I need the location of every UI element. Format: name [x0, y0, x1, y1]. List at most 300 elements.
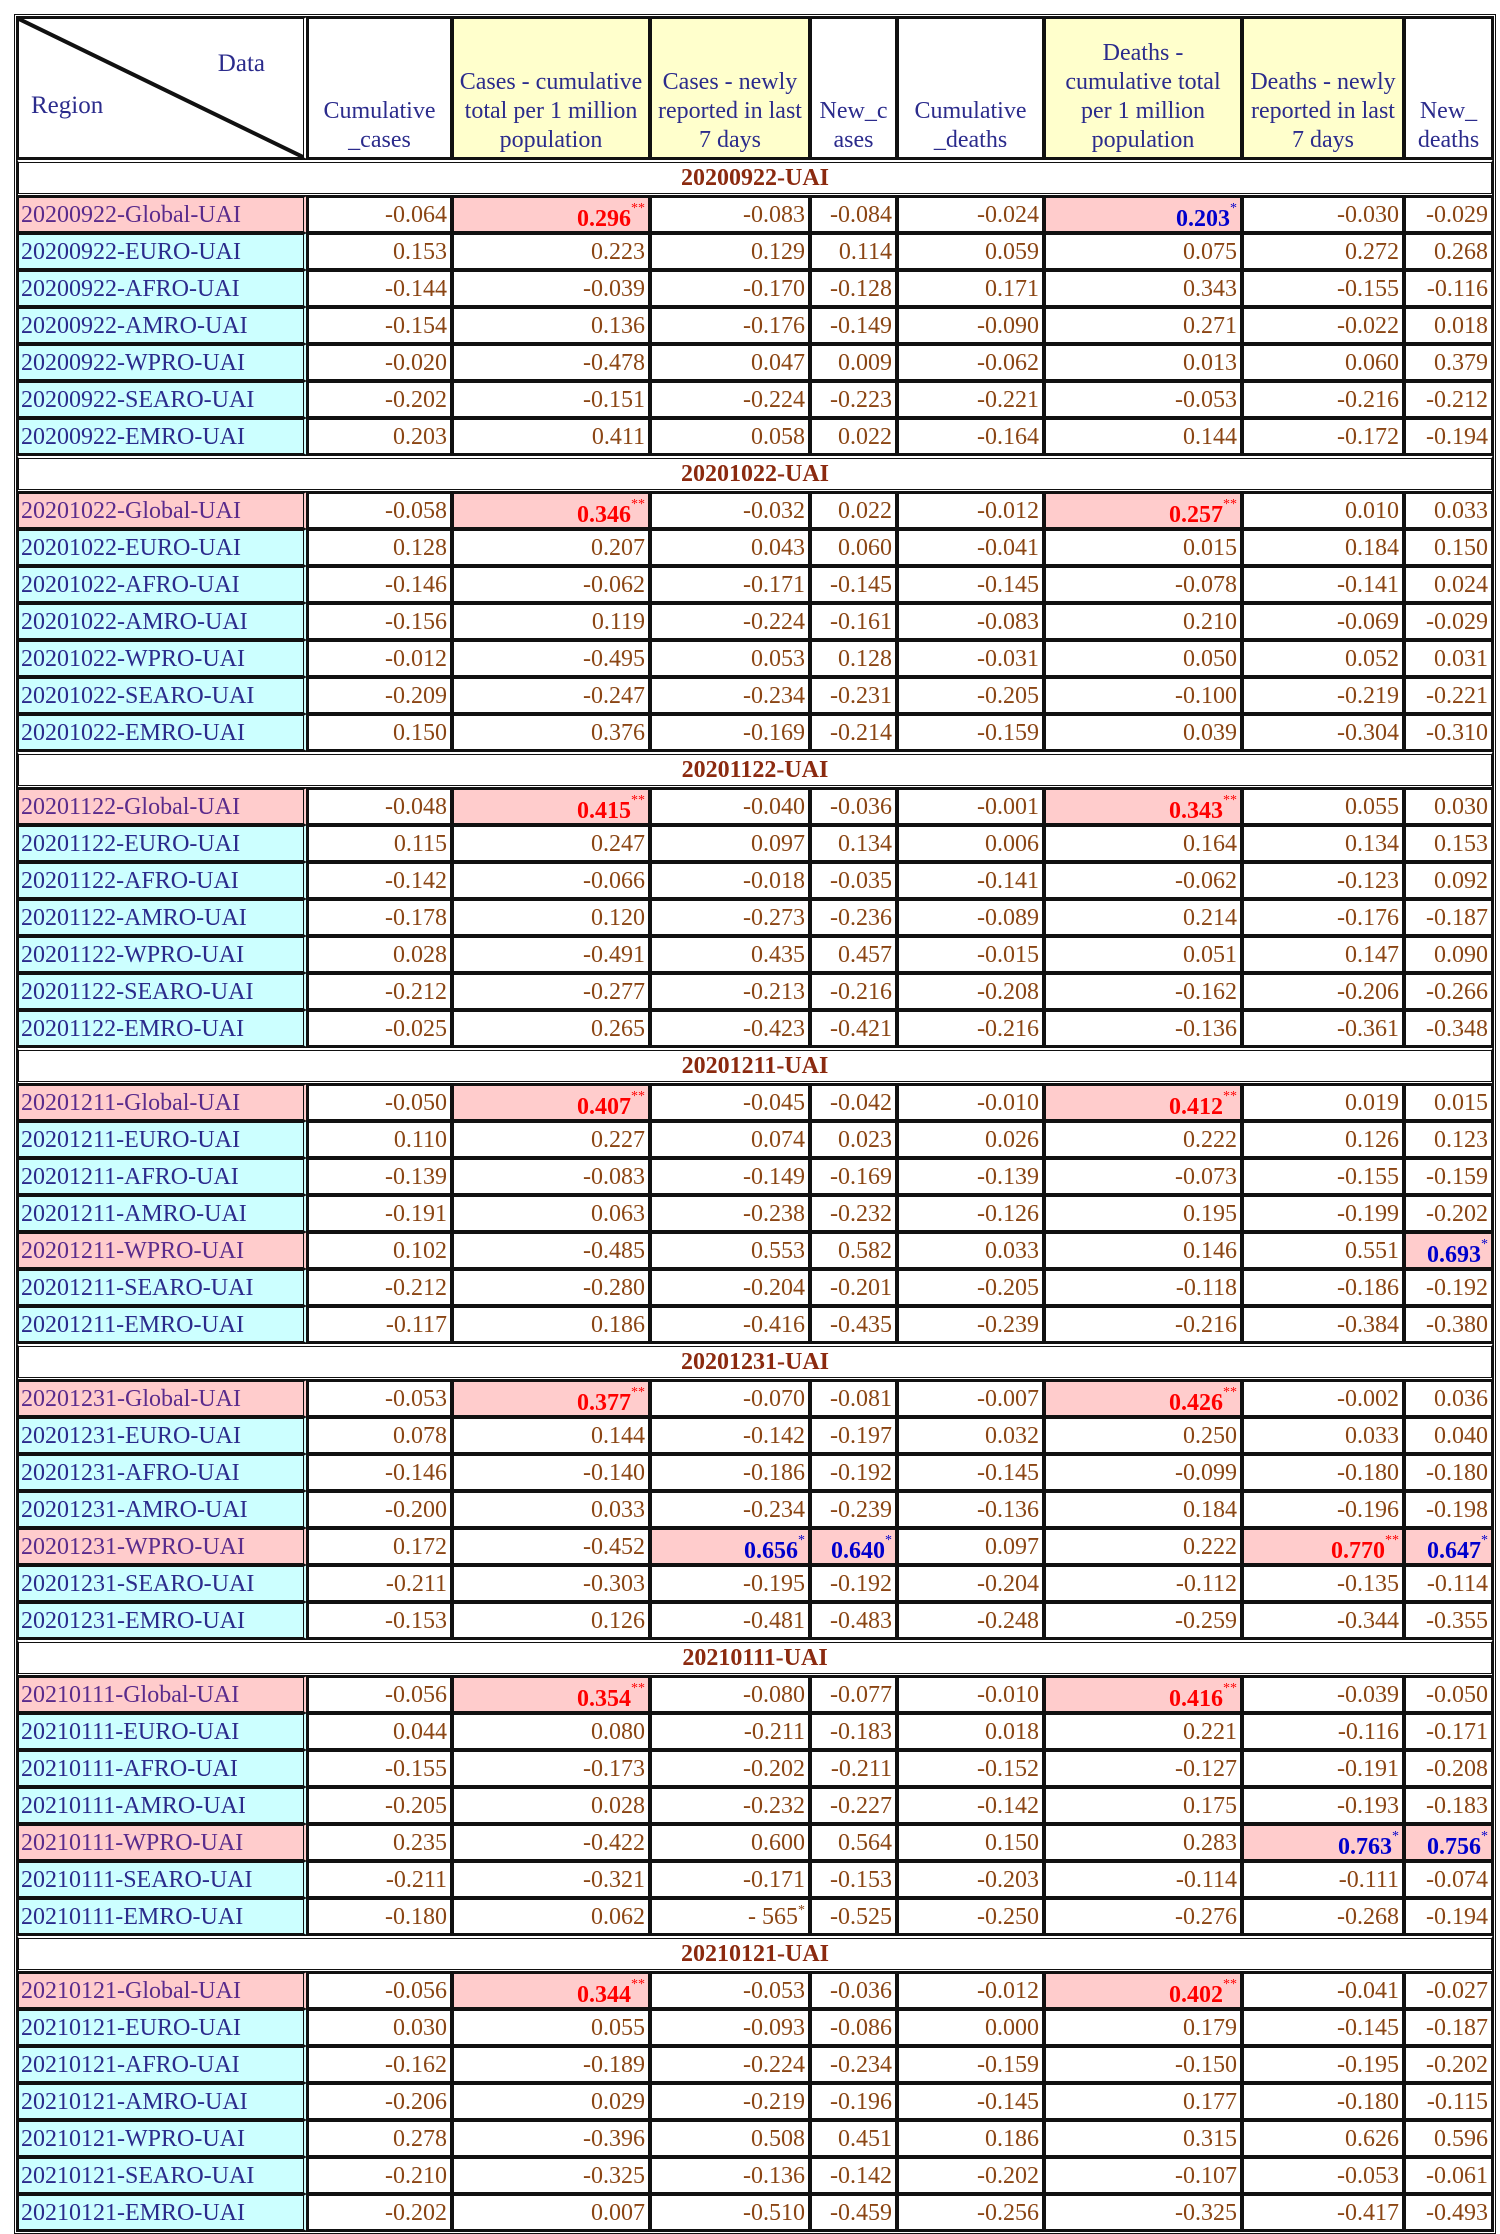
value-text: -0.384 — [1337, 1311, 1399, 1338]
value-text: -0.202 — [385, 386, 447, 413]
value-cell — [1044, 1713, 1242, 1750]
value-cell — [1242, 1380, 1404, 1417]
value-text: -0.151 — [583, 386, 645, 413]
value-cell — [452, 936, 650, 973]
value-cell — [307, 307, 452, 344]
section-header-row — [17, 455, 1493, 492]
region-cell: 20210111-AMRO-UAI — [17, 1787, 307, 1824]
value-cell — [650, 1898, 810, 1935]
value-text: 0.283 — [1183, 1829, 1237, 1856]
value-text: 0.770 — [1331, 1537, 1385, 1564]
value-text: -0.204 — [743, 1274, 805, 1301]
value-cell — [810, 862, 897, 899]
value-text: 0.018 — [985, 1718, 1039, 1745]
value-text: -0.192 — [830, 1459, 892, 1486]
value-cell — [650, 566, 810, 603]
value-text: -0.112 — [1175, 1570, 1237, 1597]
value-cell — [810, 825, 897, 862]
value-text: 0.015 — [1183, 534, 1237, 561]
value-text: -0.146 — [385, 1459, 447, 1486]
value-text: -0.180 — [1337, 1459, 1399, 1486]
value-text: -0.040 — [743, 793, 805, 820]
significance-marker: ** — [1223, 1088, 1237, 1104]
region-cell: 20201231-EMRO-UAI — [17, 1602, 307, 1639]
value-text: 0.451 — [838, 2125, 892, 2152]
value-cell — [307, 2046, 452, 2083]
value-cell — [1044, 1602, 1242, 1639]
value-text: - 565 — [748, 1903, 798, 1930]
value-text: 0.028 — [591, 1792, 645, 1819]
value-text: -0.361 — [1337, 1015, 1399, 1042]
value-cell — [1044, 270, 1242, 307]
value-cell — [307, 862, 452, 899]
value-text: -0.002 — [1337, 1385, 1399, 1412]
significance-marker: * — [1481, 1532, 1488, 1548]
value-cell — [1404, 196, 1493, 233]
value-text: 0.144 — [1183, 423, 1237, 450]
table-row — [17, 1491, 1493, 1528]
value-cell — [1044, 2083, 1242, 2120]
value-text: 0.172 — [393, 1533, 447, 1560]
value-text: -0.348 — [1426, 1015, 1488, 1042]
value-cell — [1044, 1491, 1242, 1528]
value-text: -0.139 — [385, 1163, 447, 1190]
region-cell: 20210121-WPRO-UAI — [17, 2120, 307, 2157]
value-text: -0.176 — [743, 312, 805, 339]
value-cell — [897, 1269, 1044, 1306]
table-row — [17, 492, 1493, 529]
value-cell — [897, 973, 1044, 1010]
value-cell — [1242, 1972, 1404, 2009]
value-text: -0.150 — [1175, 2051, 1237, 2078]
value-text: -0.139 — [977, 1163, 1039, 1190]
table-row — [17, 677, 1493, 714]
region-cell: 20210121-SEARO-UAI — [17, 2157, 307, 2194]
table-row — [17, 233, 1493, 270]
value-text: -0.211 — [385, 1570, 447, 1597]
value-cell — [1044, 529, 1242, 566]
value-text: -0.196 — [830, 2088, 892, 2115]
value-text: -0.183 — [830, 1718, 892, 1745]
value-text: -0.171 — [1426, 1718, 1488, 1745]
value-cell — [452, 1676, 650, 1713]
value-cell — [650, 714, 810, 751]
value-cell — [452, 1713, 650, 1750]
value-cell — [810, 788, 897, 825]
value-text: 0.377 — [577, 1389, 631, 1416]
value-text: -0.159 — [977, 2051, 1039, 2078]
section-header-row — [17, 1343, 1493, 1380]
value-text: -0.115 — [1426, 2088, 1488, 2115]
value-text: -0.491 — [583, 941, 645, 968]
value-cell — [1242, 1232, 1404, 1269]
significance-marker: ** — [1223, 1384, 1237, 1400]
significance-marker: ** — [1223, 792, 1237, 808]
corner-data-label: Data — [217, 50, 265, 77]
value-text: -0.012 — [385, 645, 447, 672]
value-text: -0.024 — [977, 201, 1039, 228]
value-cell — [1404, 1121, 1493, 1158]
value-text: 0.031 — [1434, 645, 1488, 672]
value-cell — [897, 1195, 1044, 1232]
table-row — [17, 1676, 1493, 1713]
value-cell — [810, 2009, 897, 2046]
value-cell — [452, 1602, 650, 1639]
value-text: -0.495 — [583, 645, 645, 672]
value-text: -0.116 — [1337, 1718, 1399, 1745]
table-row — [17, 936, 1493, 973]
table-row — [17, 1417, 1493, 1454]
value-cell — [1044, 603, 1242, 640]
column-header-cases-per-million: Cases - cumulative total per 1 million population — [452, 17, 650, 159]
region-cell: 20210111-EURO-UAI — [17, 1713, 307, 1750]
value-text: -0.176 — [1337, 904, 1399, 931]
value-text: 0.596 — [1434, 2125, 1488, 2152]
significance-marker: * — [798, 1902, 805, 1918]
region-cell: 20210121-AMRO-UAI — [17, 2083, 307, 2120]
value-text: -0.146 — [385, 571, 447, 598]
value-cell — [1404, 1824, 1493, 1861]
region-cell: 20201211-WPRO-UAI — [17, 1232, 307, 1269]
value-cell — [897, 1417, 1044, 1454]
value-cell — [307, 2083, 452, 2120]
value-cell — [1044, 307, 1242, 344]
value-text: 0.582 — [838, 1237, 892, 1264]
value-text: 0.626 — [1345, 2125, 1399, 2152]
significance-marker: ** — [631, 496, 645, 512]
column-header-deaths-per-million: Deaths - cumulative total per 1 million population — [1044, 17, 1242, 159]
table-row — [17, 788, 1493, 825]
value-text: -0.355 — [1426, 1607, 1488, 1634]
significance-marker: ** — [1223, 496, 1237, 512]
value-text: -0.224 — [743, 608, 805, 635]
value-cell — [1242, 1676, 1404, 1713]
value-cell — [1242, 1306, 1404, 1343]
value-text: 0.457 — [838, 941, 892, 968]
value-cell — [1242, 418, 1404, 455]
value-text: 0.354 — [577, 1685, 631, 1712]
value-text: -0.221 — [1426, 682, 1488, 709]
value-text: -0.216 — [1337, 386, 1399, 413]
section-header-row — [17, 751, 1493, 788]
value-cell — [1404, 1750, 1493, 1787]
value-cell — [650, 2046, 810, 2083]
value-cell — [897, 1972, 1044, 2009]
value-cell — [1404, 1380, 1493, 1417]
value-cell — [810, 1750, 897, 1787]
region-cell: 20200922-AFRO-UAI — [17, 270, 307, 307]
value-text: -0.145 — [1337, 2014, 1399, 2041]
value-cell — [452, 1269, 650, 1306]
value-text: 0.227 — [591, 1126, 645, 1153]
value-text: 0.756 — [1427, 1833, 1481, 1860]
value-cell — [810, 344, 897, 381]
value-text: 0.247 — [591, 830, 645, 857]
significance-marker: * — [798, 1532, 805, 1548]
value-cell — [307, 344, 452, 381]
table-row — [17, 307, 1493, 344]
value-cell — [897, 1565, 1044, 1602]
region-cell: 20201022-Global-UAI — [17, 492, 307, 529]
value-text: 0.343 — [1183, 275, 1237, 302]
value-text: -0.303 — [583, 1570, 645, 1597]
value-text: -0.061 — [1426, 2162, 1488, 2189]
region-cell: 20210121-AFRO-UAI — [17, 2046, 307, 2083]
value-cell — [897, 1380, 1044, 1417]
value-text: -0.169 — [830, 1163, 892, 1190]
section-title: 20201122-UAI — [17, 751, 1493, 788]
value-text: -0.186 — [743, 1459, 805, 1486]
value-cell — [452, 1528, 650, 1565]
value-cell — [1044, 2120, 1242, 2157]
value-cell — [897, 270, 1044, 307]
value-cell — [810, 899, 897, 936]
section-header-row — [17, 1639, 1493, 1676]
value-text: -0.280 — [583, 1274, 645, 1301]
value-cell — [1404, 2083, 1493, 2120]
value-text: -0.325 — [1175, 2199, 1237, 2226]
value-text: 0.203 — [1176, 205, 1230, 232]
value-text: 0.186 — [591, 1311, 645, 1338]
value-cell — [307, 2120, 452, 2157]
value-text: -0.155 — [1337, 275, 1399, 302]
value-text: 0.123 — [1434, 1126, 1488, 1153]
value-cell — [810, 1195, 897, 1232]
value-cell — [1044, 1454, 1242, 1491]
value-cell — [1044, 1380, 1242, 1417]
value-text: 0.416 — [1169, 1685, 1223, 1712]
value-cell — [452, 1454, 650, 1491]
value-text: 0.186 — [985, 2125, 1039, 2152]
value-text: -0.169 — [743, 719, 805, 746]
region-cell: 20201231-EURO-UAI — [17, 1417, 307, 1454]
value-text: -0.029 — [1426, 201, 1488, 228]
value-cell — [452, 196, 650, 233]
value-text: -0.227 — [830, 1792, 892, 1819]
value-cell — [650, 825, 810, 862]
value-cell — [1044, 1010, 1242, 1047]
table-row — [17, 2083, 1493, 2120]
value-cell — [897, 788, 1044, 825]
table-row — [17, 344, 1493, 381]
value-cell — [897, 2009, 1044, 2046]
value-cell — [1242, 1565, 1404, 1602]
value-text: 0.052 — [1345, 645, 1399, 672]
corner-header-cell — [17, 17, 307, 159]
value-cell — [810, 381, 897, 418]
value-cell — [452, 1417, 650, 1454]
value-text: 0.640 — [831, 1537, 885, 1564]
region-cell: 20200922-AMRO-UAI — [17, 307, 307, 344]
value-cell — [897, 492, 1044, 529]
value-text: 0.600 — [751, 1829, 805, 1856]
value-text: -0.029 — [1426, 608, 1488, 635]
value-text: 0.150 — [393, 719, 447, 746]
value-cell — [650, 344, 810, 381]
value-text: -0.276 — [1175, 1903, 1237, 1930]
section-title: 20201231-UAI — [17, 1343, 1493, 1380]
value-text: -0.153 — [830, 1866, 892, 1893]
value-cell — [1404, 492, 1493, 529]
value-text: 0.128 — [838, 645, 892, 672]
value-text: -0.062 — [1175, 867, 1237, 894]
value-cell — [1404, 936, 1493, 973]
value-text: -0.481 — [743, 1607, 805, 1634]
value-text: -0.022 — [1337, 312, 1399, 339]
value-text: -0.187 — [1426, 904, 1488, 931]
value-text: 0.146 — [1183, 1237, 1237, 1264]
value-text: -0.170 — [743, 275, 805, 302]
value-cell — [307, 1195, 452, 1232]
value-cell — [452, 2120, 650, 2157]
region-cell: 20210111-AFRO-UAI — [17, 1750, 307, 1787]
region-cell: 20210111-EMRO-UAI — [17, 1898, 307, 1935]
value-cell — [650, 862, 810, 899]
value-text: 0.278 — [393, 2125, 447, 2152]
value-cell — [810, 1010, 897, 1047]
region-cell: 20201211-AMRO-UAI — [17, 1195, 307, 1232]
value-cell — [650, 2009, 810, 2046]
value-text: 0.044 — [393, 1718, 447, 1745]
section-title: 20201211-UAI — [17, 1047, 1493, 1084]
value-text: 0.043 — [751, 534, 805, 561]
significance-marker: ** — [631, 1088, 645, 1104]
value-cell — [1404, 1713, 1493, 1750]
value-cell — [452, 1010, 650, 1047]
value-cell — [650, 196, 810, 233]
value-cell — [897, 1454, 1044, 1491]
value-text: -0.070 — [743, 1385, 805, 1412]
table-row — [17, 2046, 1493, 2083]
value-cell — [307, 1269, 452, 1306]
value-cell — [1242, 1158, 1404, 1195]
value-text: 0.114 — [838, 238, 892, 265]
value-text: 0.102 — [393, 1237, 447, 1264]
value-cell — [810, 2083, 897, 2120]
value-cell — [1404, 899, 1493, 936]
value-text: 0.032 — [985, 1422, 1039, 1449]
value-cell — [452, 1750, 650, 1787]
value-cell — [650, 640, 810, 677]
value-cell — [307, 1750, 452, 1787]
value-text: -0.154 — [385, 312, 447, 339]
value-text: -0.039 — [1337, 1681, 1399, 1708]
value-cell — [897, 1861, 1044, 1898]
value-text: -0.171 — [743, 1866, 805, 1893]
value-cell — [1242, 1528, 1404, 1565]
value-text: -0.069 — [1337, 608, 1399, 635]
significance-marker: ** — [631, 1384, 645, 1400]
value-text: -0.210 — [385, 2162, 447, 2189]
value-text: -0.081 — [830, 1385, 892, 1412]
value-cell — [1044, 344, 1242, 381]
value-text: -0.483 — [830, 1607, 892, 1634]
value-text: -0.018 — [743, 867, 805, 894]
value-cell — [307, 1602, 452, 1639]
value-text: 0.553 — [751, 1237, 805, 1264]
value-cell — [650, 233, 810, 270]
value-text: 0.150 — [985, 1829, 1039, 1856]
significance-marker: * — [1392, 1828, 1399, 1844]
value-text: 0.074 — [751, 1126, 805, 1153]
value-cell — [1242, 2083, 1404, 2120]
value-cell — [452, 1380, 650, 1417]
value-text: -0.136 — [977, 1496, 1039, 1523]
value-cell — [650, 418, 810, 455]
value-cell — [1404, 2046, 1493, 2083]
value-cell — [650, 1010, 810, 1047]
value-text: -0.192 — [1426, 1274, 1488, 1301]
value-text: -0.204 — [977, 1570, 1039, 1597]
value-text: -0.416 — [743, 1311, 805, 1338]
value-text: 0.129 — [751, 238, 805, 265]
value-cell — [1044, 196, 1242, 233]
value-text: 0.402 — [1169, 1981, 1223, 2008]
value-cell — [307, 1972, 452, 2009]
value-text: -0.232 — [743, 1792, 805, 1819]
value-text: -0.083 — [743, 201, 805, 228]
value-text: -0.396 — [583, 2125, 645, 2152]
value-cell — [1044, 492, 1242, 529]
significance-marker: * — [1481, 1236, 1488, 1252]
value-cell — [810, 2120, 897, 2157]
table-row — [17, 566, 1493, 603]
value-text: 0.344 — [577, 1981, 631, 2008]
value-text: -0.304 — [1337, 719, 1399, 746]
region-cell: 20201022-WPRO-UAI — [17, 640, 307, 677]
value-cell — [452, 1232, 650, 1269]
value-text: -0.435 — [830, 1311, 892, 1338]
value-text: -0.053 — [743, 1977, 805, 2004]
value-cell — [650, 1232, 810, 1269]
table-row — [17, 1713, 1493, 1750]
value-cell — [1242, 1084, 1404, 1121]
value-text: 0.055 — [591, 2014, 645, 2041]
value-text: -0.250 — [977, 1903, 1039, 1930]
value-cell — [1044, 1232, 1242, 1269]
value-cell — [897, 344, 1044, 381]
value-cell — [1242, 1787, 1404, 1824]
value-cell — [650, 1824, 810, 1861]
value-cell — [650, 603, 810, 640]
value-text: -0.196 — [1337, 1496, 1399, 1523]
value-cell — [1404, 1491, 1493, 1528]
value-text: 0.147 — [1345, 941, 1399, 968]
value-cell — [897, 1232, 1044, 1269]
value-text: -0.064 — [385, 201, 447, 228]
table-row — [17, 2157, 1493, 2194]
value-text: -0.199 — [1337, 1200, 1399, 1227]
value-text: -0.149 — [830, 312, 892, 339]
value-text: -0.140 — [583, 1459, 645, 1486]
value-text: 0.013 — [1183, 349, 1237, 376]
region-cell: 20201231-Global-UAI — [17, 1380, 307, 1417]
value-cell — [1404, 1676, 1493, 1713]
value-text: -0.058 — [385, 497, 447, 524]
region-cell: 20210121-EURO-UAI — [17, 2009, 307, 2046]
value-cell — [1242, 1417, 1404, 1454]
value-text: -0.142 — [977, 1792, 1039, 1819]
value-cell — [1404, 1306, 1493, 1343]
table-row — [17, 1602, 1493, 1639]
value-cell — [897, 2083, 1044, 2120]
value-cell — [1404, 1158, 1493, 1195]
value-cell — [897, 1121, 1044, 1158]
value-cell — [1044, 2046, 1242, 2083]
value-cell — [810, 603, 897, 640]
value-cell — [307, 1787, 452, 1824]
value-cell — [1242, 566, 1404, 603]
